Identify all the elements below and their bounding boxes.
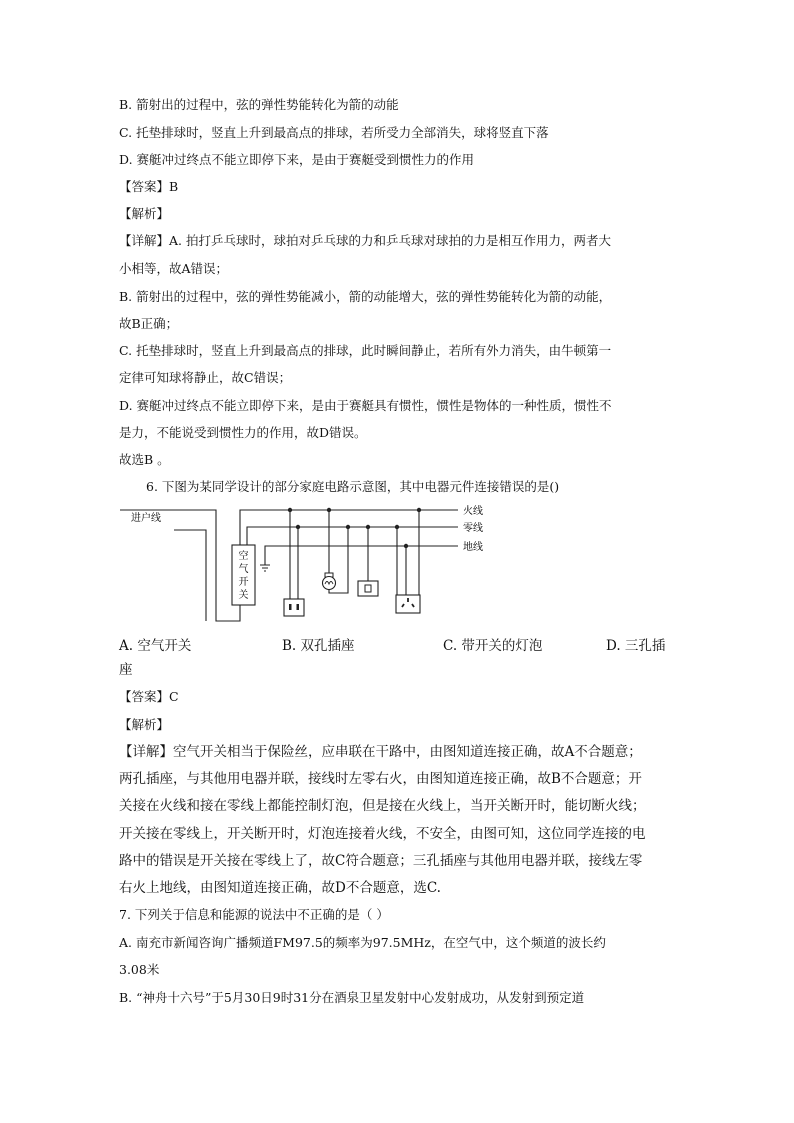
entry-line-label: 进户线 [131, 513, 161, 524]
q5-detail-line: D. 赛艇冲过终点不能立即停下来，是由于赛艇具有惯性，惯性是物体的一种性质，惯性不 [119, 398, 612, 413]
q5-detail-line: 定律可知球将静止，故C错误； [119, 370, 292, 385]
q6-analysis-label: 【解析】 [119, 717, 170, 732]
air-switch-char: 空 [238, 551, 249, 562]
q5-analysis-label: 【解析】 [119, 206, 170, 221]
q5-detail-line: 故B正确； [119, 316, 179, 331]
q5-option-b: B. 箭射出的过程中，弦的弹性势能转化为箭的动能 [119, 97, 399, 112]
q6-detail-line: 关接在火线和接在零线上都能控制灯泡，但是接在火线上，当开关断开时，能切断火线； [119, 798, 646, 814]
q6-detail-line: 路中的错误是开关接在零线上了，故C符合题意；三孔插座与其他用电器并联，接线左零 [119, 853, 643, 869]
junction-dots [288, 508, 421, 548]
q6-detail-line: 开关接在零线上，开关断开时，灯泡连接着火线，不安全，由图可知，这位同学连接的电 [119, 826, 646, 842]
q5-option-c: C. 托垫排球时，竖直上升到最高点的排球，若所受力全部消失，球将竖直下落 [119, 125, 549, 140]
air-switch-char: 开 [238, 577, 249, 588]
neutral-line-label: 零线 [463, 523, 483, 534]
q6-detail-line: 【详解】空气开关相当于保险丝，应串联在干路中，由图知道连接正确，故A不合题意； [119, 744, 642, 760]
three-hole-socket [396, 595, 420, 613]
ground-symbol [260, 563, 270, 571]
lamp-switch [358, 581, 378, 596]
socket-two-hole-wires [290, 510, 298, 599]
light-bulb-icon [323, 573, 336, 590]
q6-option-c: C. 带开关的灯泡 [443, 638, 543, 654]
q7-option-b: B. “神舟十六号”于5月30日9时31分在酒泉卫星发射中心发射成功，从发射到预定道 [119, 990, 585, 1005]
q7-stem: 7. 下列关于信息和能源的说法中不正确的是（ ） [119, 907, 389, 922]
q5-answer: 【答案】B [119, 179, 179, 194]
neutral-wire [247, 527, 458, 545]
household-circuit-diagram [118, 503, 490, 627]
live-line-label: 火线 [463, 506, 483, 517]
q6-detail-line: 右火上地线，由图知道连接正确，故D不合题意，选C. [119, 880, 441, 896]
q6-option-b: B. 双孔插座 [282, 638, 355, 654]
q6-option-d: D. 三孔插 [606, 638, 666, 654]
q6-answer: 【答案】C [119, 689, 179, 704]
q5-option-d: D. 赛艇冲过终点不能立即停下来，是由于赛艇受到惯性力的作用 [119, 152, 475, 167]
q6-option-a: A. 空气开关 [119, 638, 192, 654]
socket-three-hole-wires [397, 510, 419, 595]
two-hole-socket [284, 599, 304, 616]
q5-conclusion: 故选B 。 [119, 452, 170, 467]
entry-wire-neutral [174, 530, 206, 621]
q7-option-a-continued: 3.08米 [119, 962, 160, 977]
entry-wire-live [120, 510, 240, 621]
ground-wire [265, 546, 458, 563]
air-switch-char: 气 [238, 564, 249, 575]
q5-detail-line: 是力，不能说受到惯性力的作用，故D错误。 [119, 425, 367, 440]
q6-detail-line: 两孔插座，与其他用电器并联，接线时左零右火，由图知道连接正确，故B不合题意；开 [119, 771, 642, 787]
q7-option-a: A. 南充市新闻咨询广播频道FM97.5的频率为97.5MHz，在空气中，这个频道的波长约 [119, 935, 606, 950]
q6-stem: 6. 下图为某同学设计的部分家庭电路示意图，其中电器元件连接错误的是() [146, 479, 560, 494]
q5-detail-line: 【详解】A. 拍打乒乓球时，球拍对乒乓球的力和乒乓球对球拍的力是相互作用力，两者大 [119, 233, 611, 248]
air-switch-char: 关 [238, 590, 249, 601]
q5-detail-line: 小相等，故A错误； [119, 261, 229, 276]
q5-detail-line: C. 托垫排球时，竖直上升到最高点的排球，此时瞬间静止，若所有外力消失，由牛顿第一 [119, 343, 612, 358]
q5-detail-line: B. 箭射出的过程中，弦的弹性势能减小，箭的动能增大，弦的弹性势能转化为箭的动能， [119, 289, 612, 304]
q6-option-d-continued: 座 [119, 662, 133, 678]
ground-line-label: 地线 [463, 542, 483, 553]
